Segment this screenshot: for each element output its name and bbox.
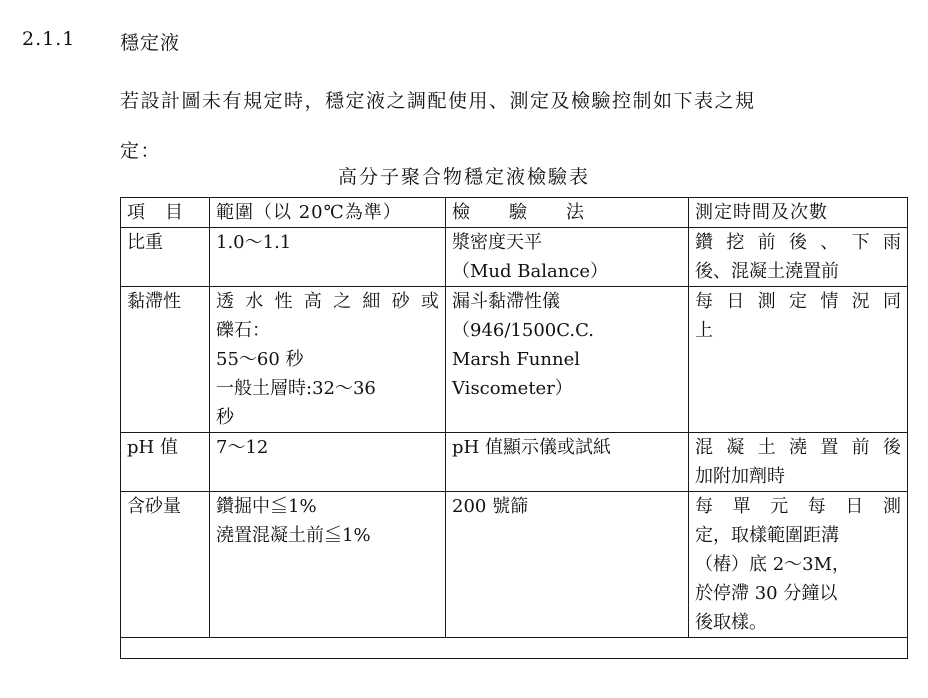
cell-line: 1.0～1.1: [216, 232, 292, 253]
cell-item: [121, 228, 210, 287]
cell-method: [446, 433, 689, 492]
cell-method: [446, 492, 689, 638]
header-range: 範圍（以 20℃為準）: [210, 198, 446, 228]
table-row: [121, 228, 908, 287]
cell-line: （樁）底 2～3M，: [695, 554, 851, 575]
cell-line: 混凝土澆置前後: [695, 437, 901, 458]
cell-line: 秒: [216, 407, 234, 428]
cell-range: [210, 433, 446, 492]
cell-line: 鑽挖前後、下雨: [695, 232, 901, 253]
cell-line: 礫石：: [216, 320, 270, 341]
cell-range: [210, 492, 446, 638]
cell-line: 漿密度天平: [452, 232, 542, 253]
cell-line: 後取樣。: [695, 612, 767, 633]
cell-line: 7～12: [216, 437, 269, 458]
cell-line: 澆置混凝土前≦1%: [216, 525, 371, 546]
cell-line: pH 值: [127, 437, 178, 458]
cell-range: [210, 287, 446, 433]
section-number: 2.1.1: [22, 28, 76, 50]
cell-line: 漏斗黏滯性儀: [452, 291, 560, 312]
table-row: [121, 287, 908, 433]
paragraph-line-1: 若設計圖未有規定時，穩定液之調配使用、測定及檢驗控制如下表之規: [120, 90, 756, 112]
cell-timing: [689, 287, 908, 433]
cell-line: 比重: [127, 232, 163, 253]
cell-line: 加附加劑時: [695, 466, 785, 487]
table-row: [121, 492, 908, 638]
table-row-partial: [121, 638, 908, 659]
cell-line: 200 號篩: [452, 496, 529, 517]
cell-line: 每單元每日測: [695, 496, 901, 517]
intro-paragraph: [120, 76, 910, 176]
cell-line: 黏滯性: [127, 291, 181, 312]
cell-line: （946/1500C.C.: [452, 320, 594, 341]
cell-line: 一般土層時:32～36: [216, 378, 376, 399]
cell-line: pH 值顯示儀或試紙: [452, 437, 611, 458]
section-title: 穩定液: [120, 32, 181, 54]
cell-line: 每日測定情況同: [695, 291, 901, 312]
cell-line: 55～60 秒: [216, 349, 304, 370]
cell-line: Viscometer）: [452, 378, 573, 399]
cell-timing: [689, 492, 908, 638]
table-header-row: [121, 198, 908, 228]
cell-line: 含砂量: [127, 496, 181, 517]
table-title: 高分子聚合物穩定液檢驗表: [337, 166, 590, 188]
cell-line: 透水性高之細砂或: [216, 291, 439, 312]
cell-item: [121, 492, 210, 638]
cell-line: 於停滯 30 分鐘以: [695, 583, 838, 604]
header-item: 項 目: [121, 198, 210, 228]
cell-line: 定，取樣範圍距溝: [695, 525, 839, 546]
header-timing: 測定時間及次數: [689, 198, 908, 228]
cell-range: [210, 228, 446, 287]
paragraph-line-2: 定：: [120, 140, 162, 162]
cell-item: [121, 287, 210, 433]
cell-cut-off: [121, 638, 908, 659]
header-method: 檢 驗 法: [446, 198, 689, 228]
cell-method: [446, 228, 689, 287]
cell-line: （Mud Balance）: [452, 261, 609, 282]
cell-timing: [689, 228, 908, 287]
table-row: [121, 433, 908, 492]
stabilizer-test-table: [120, 197, 908, 659]
cell-item: [121, 433, 210, 492]
cell-method: [446, 287, 689, 433]
cell-line: 上: [695, 320, 713, 341]
cell-line: 鑽掘中≦1%: [216, 496, 317, 517]
cell-line: 後、混凝土澆置前: [695, 261, 839, 282]
cell-timing: [689, 433, 908, 492]
cell-line: Marsh Funnel: [452, 349, 580, 370]
